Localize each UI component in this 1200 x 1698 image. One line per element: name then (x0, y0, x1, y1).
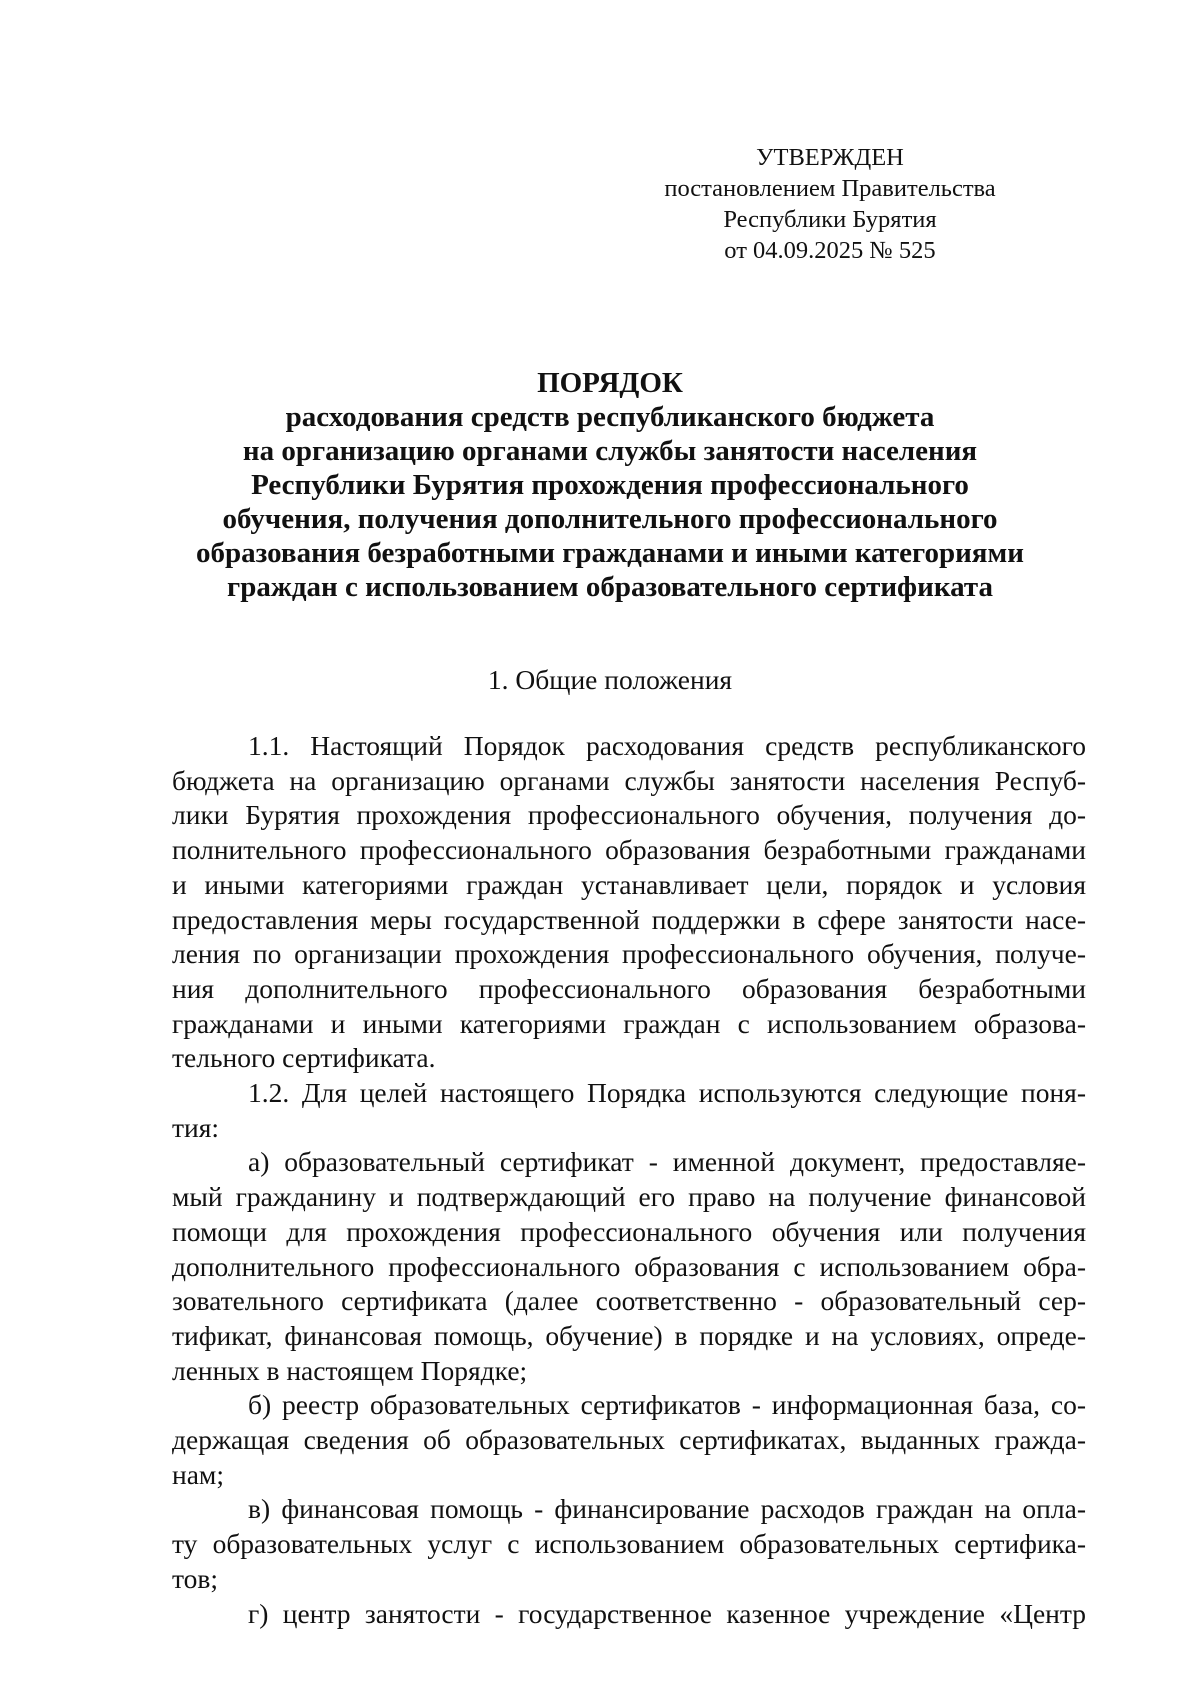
section-heading: 1. Общие положения (487, 664, 733, 695)
text-line: ленных в настоящем Порядке; (172, 1354, 528, 1386)
title-line: образования безработными гражданами и иными категориями (196, 537, 1024, 569)
text-line: а) образовательный сертификат - именной документ, предоставляе- (248, 1146, 1086, 1178)
approval-status: УТВЕРЖДЕН (756, 144, 904, 171)
text-line: зовательного сертификата (далее соответственно - образовательный сер- (172, 1285, 1086, 1317)
text-line: мый гражданину и подтверждающий его право на получение финансовой (172, 1181, 1086, 1213)
text-line: в) финансовая помощь - финансирование расходов граждан на опла- (248, 1493, 1086, 1525)
title-line: на организацию органами службы занятости населения (242, 435, 978, 467)
title-main: ПОРЯДОК (537, 367, 683, 399)
text-line: нам; (172, 1458, 224, 1490)
text-line: 1.1. Настоящий Порядок расходования средств республиканского (248, 730, 1086, 761)
text-line: б) реестр образовательных сертификатов - информационная база, со- (248, 1389, 1086, 1421)
text-line: полнительного профессионального образования безработными гражданами (172, 834, 1086, 866)
definition-g (172, 1597, 1086, 1632)
approval-stamp (640, 142, 1020, 266)
title-line: Республики Бурятия прохождения профессионального (251, 469, 969, 501)
approval-region: Республики Бурятия (723, 206, 937, 233)
definition-v (172, 1492, 1086, 1596)
approval-date-number: от 04.09.2025 № 525 (724, 237, 936, 264)
paragraph-1-1 (172, 729, 1086, 1076)
document-body (172, 729, 1086, 1631)
text-line: ления по организации прохождения профессионального обучения, получе- (172, 938, 1086, 970)
text-line: тия: (172, 1111, 220, 1143)
text-line: помощи для прохождения профессионального обучения или получения (172, 1215, 1086, 1247)
text-line: тельного сертификата. (172, 1042, 436, 1074)
text-line: г) центр занятости - государственное казенное учреждение «Центр (248, 1597, 1086, 1629)
text-line: и иными категориями граждан устанавливает цели, порядок и условия (172, 868, 1086, 900)
title-line: граждан с использованием образовательного сертификата (227, 571, 993, 603)
text-line: гражданами и иными категориями граждан с использованием образова- (172, 1007, 1086, 1039)
text-line: тов; (172, 1562, 219, 1594)
text-line: 1.2. Для целей настоящего Порядка используются следующие поня- (248, 1077, 1086, 1109)
document-title (170, 366, 1050, 604)
text-line: лики Бурятия прохождения профессионального обучения, получения до- (172, 799, 1086, 831)
definition-b (172, 1388, 1086, 1492)
paragraph-1-2 (172, 1076, 1086, 1145)
title-line: обучения, получения дополнительного профессионального (222, 503, 998, 535)
text-line: ния дополнительного профессионального образования безработными (172, 972, 1086, 1004)
definition-a (172, 1145, 1086, 1388)
text-line: предоставления меры государственной поддержки в сфере занятости насе- (172, 903, 1086, 935)
text-line: тификат, финансовая помощь, обучение) в порядке и на условиях, опреде- (172, 1319, 1086, 1351)
approval-issuer: постановлением Правительства (664, 175, 996, 202)
text-line: держащая сведения об образовательных сертификатах, выданных гражда- (172, 1424, 1086, 1456)
text-line: дополнительного профессионального образования с использованием обра- (172, 1250, 1086, 1282)
text-line: ту образовательных услуг с использованием образовательных сертифика- (172, 1528, 1086, 1560)
text-line: бюджета на организацию органами службы занятости населения Респуб- (172, 764, 1086, 796)
title-line: расходования средств республиканского бюджета (285, 401, 935, 433)
